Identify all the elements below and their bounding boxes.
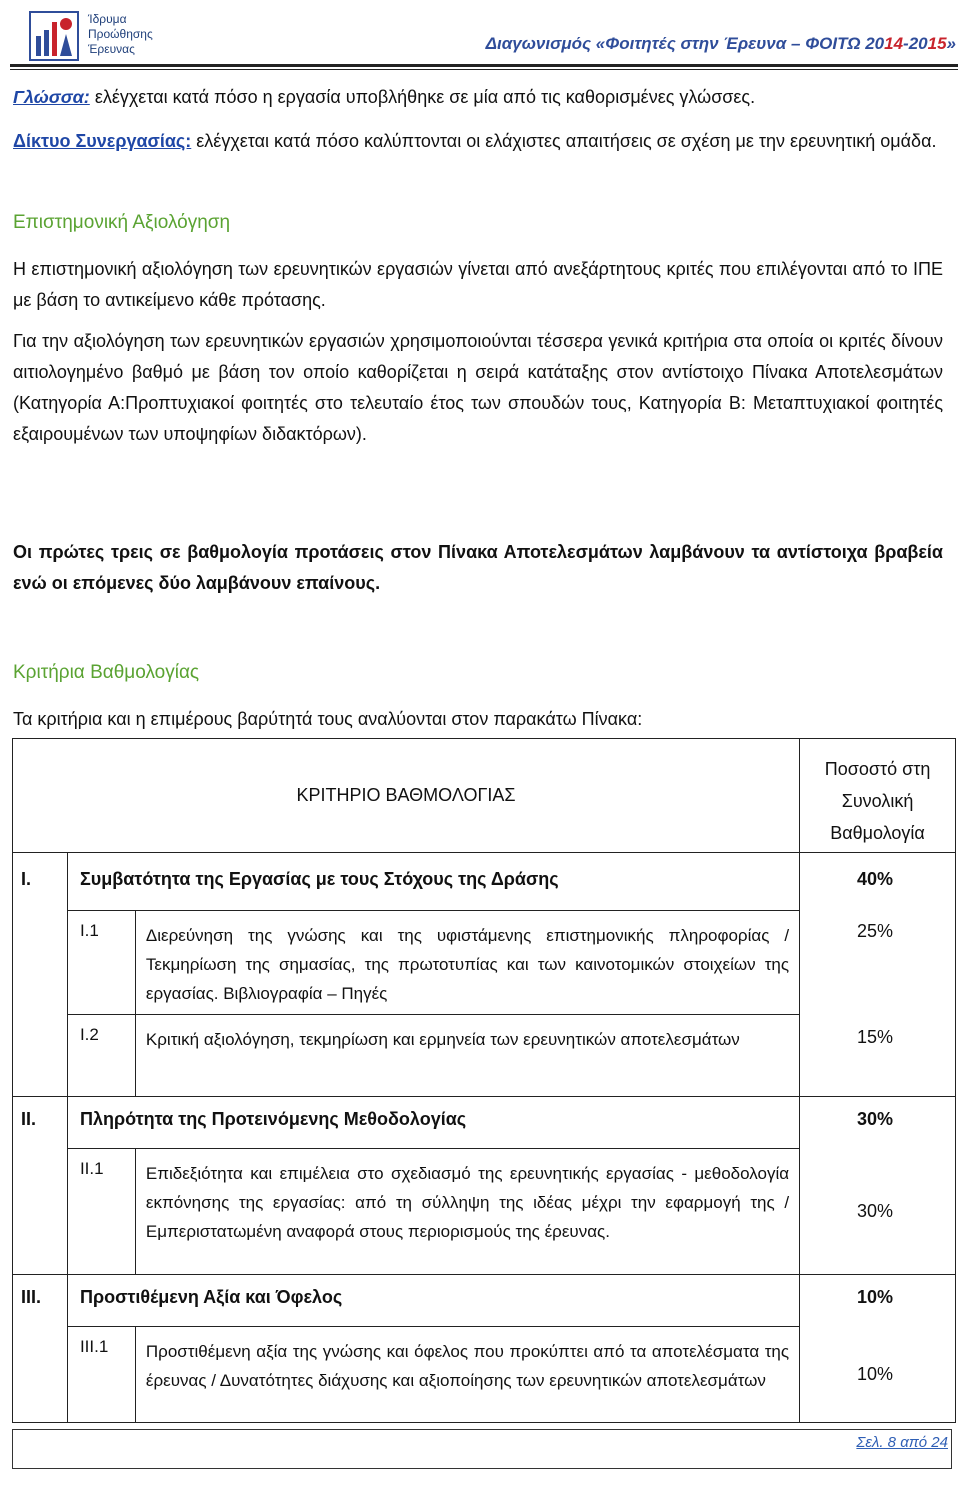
section-title: Προστιθέμενη Αξία και Όφελος [67,1275,799,1327]
network-paragraph [13,126,943,157]
ipe-logo [28,8,178,64]
section-title: Συμβατότητα της Εργασίας με τους Στόχους της Δράσης [67,853,799,911]
footer-box [12,1429,952,1469]
subcriterion-percentage: 30% [800,1149,956,1275]
header-title-prefix: Διαγωνισμός «Φοιτητές στην Έρευνα – ΦΟΙΤΩ 20 [485,34,885,53]
header-title [486,34,956,54]
logo-text [88,12,153,57]
section-roman: II. [13,1097,68,1149]
subcriterion-text: Κριτική αξιολόγηση, τεκμηρίωση και ερμηνεία των ερευνητικών αποτελεσμάτων [135,1015,799,1097]
subcriterion-row [13,911,956,1015]
section-row [13,1275,956,1327]
subcriterion-code: I.2 [67,1015,135,1097]
section-row [13,853,956,911]
section-percentage: 30% [800,1097,956,1149]
subcriterion-percentage: 10% [800,1327,956,1423]
header-title-suffix: » [946,34,956,53]
subcriterion-code: I.1 [67,911,135,1015]
criteria-heading: Κριτήρια Βαθμολογίας [13,662,200,683]
table-header-criterion: ΚΡΙΤΗΡΙΟ ΒΑΘΜΟΛΟΓΙΑΣ [13,739,800,853]
ipe-logo-icon [28,10,80,62]
header-title-year-a: 14 [884,34,904,53]
section-percentage: 10% [800,1275,956,1327]
language-paragraph [13,82,943,113]
page-number: Σελ. 8 από 24 [856,1434,948,1451]
logo-line-3: Έρευνας [88,42,135,56]
criteria-intro: Τα κριτήρια και η επιμέρους βαρύτητά τους αναλύονται στον παρακάτω Πίνακα: [13,709,643,729]
subcriterion-code: II.1 [67,1149,135,1275]
table-header-row [13,739,956,853]
table-header-percentage [800,739,956,853]
language-text: ελέγχεται κατά πόσο η εργασία υποβλήθηκε σε μία από τις καθορισμένες γλώσσες. [89,87,756,107]
subcriterion-row [13,1149,956,1275]
section-title: Πληρότητα της Προτεινόμενης Μεθοδολογίας [67,1097,799,1149]
header-title-mid: -20 [903,34,928,53]
roman-spacer [13,1149,68,1275]
section-roman: I. [13,853,68,911]
scientific-evaluation-paragraph-2: Για την αξιολόγηση των ερευνητικών εργασιών χρησιμοποιούνται τέσσερα γενικά κριτήρια στα οποία οι κριτές δίνουν αιτιολογημένο βαθμό με βάση τον οποίο καθορίζεται η σειρά κατάταξης στον αντίστοιχο Πίνακα Αποτελεσμάτων (Κατηγορία Α:Προπτυχιακοί φοιτητές στο τελευταίο έτος των σπουδών τους, Κατηγορία Β: Μεταπτυχιακοί φοιτητές εξαιρουμένων των υποψηφίων διδακτόρων). [13,331,943,444]
roman-spacer [13,911,68,1015]
section-percentage: 40% [800,853,956,911]
header-title-year-b: 15 [927,34,947,53]
logo-line-1: Ίδρυμα [88,12,127,26]
scientific-evaluation-paragraph-1: Η επιστημονική αξιολόγηση των ερευνητικών εργασιών γίνεται από ανεξάρτητους κριτές που επιλέγονται από το ΙΠΕ με βάση το αντικείμενο κάθε πρότασης. [13,259,943,310]
subcriterion-row [13,1015,956,1097]
subcriterion-code: III.1 [67,1327,135,1423]
header-divider [10,64,958,67]
header-pct-line-3: Βαθμολογία [830,823,925,843]
roman-spacer [13,1327,68,1423]
subcriterion-row [13,1327,956,1423]
awards-paragraph: Οι πρώτες τρεις σε βαθμολογία προτάσεις στον Πίνακα Αποτελεσμάτων λαμβάνουν τα αντίστοιχα βραβεία ενώ οι επόμενες δύο λαμβάνουν επαίνους. [13,542,943,593]
network-label: Δίκτυο Συνεργασίας: [13,131,192,151]
logo-line-2: Προώθησης [88,27,153,41]
header-pct-line-2: Συνολική [841,791,914,811]
subcriterion-percentage: 15% [800,1015,956,1097]
section-roman: III. [13,1275,68,1327]
page-header [10,4,958,64]
header-divider-thin [10,69,958,70]
scientific-evaluation-heading: Επιστημονική Αξιολόγηση [13,212,231,233]
criteria-table [12,738,956,1423]
roman-spacer [13,1015,68,1097]
subcriterion-text: Προστιθέμενη αξία της γνώσης και όφελος που προκύπτει από τα αποτελέσματα της έρευνας / Δυνατότητες διάχυσης και αξιοποίησης των ερευνητικών αποτελεσμάτων [135,1327,799,1423]
section-row [13,1097,956,1149]
subcriterion-text: Επιδεξιότητα και επιμέλεια στο σχεδιασμό της ερευνητικής εργασίας - μεθοδολογία εκπόνησης της εργασίας: από τη σύλληψη της ιδέας μέχρι την εφαρμογή της / Εμπεριστατωμένη αναφορά στους περιορισμούς της έρευνας. [135,1149,799,1275]
subcriterion-text: Διερεύνηση της γνώσης και της υφιστάμενης επιστημονικής πληροφορίας / Τεκμηρίωση της σημασίας, της πρωτοτυπίας και των καινοτομικών στοιχείων της εργασίας. Βιβλιογραφία – Πηγές [135,911,799,1015]
network-text: ελέγχεται κατά πόσο καλύπτονται οι ελάχιστες απαιτήσεις σε σχέση με την ερευνητική ομάδα. [191,131,937,151]
language-label: Γλώσσα: [13,87,90,107]
header-pct-line-1: Ποσοστό στη [824,759,931,779]
subcriterion-percentage: 25% [800,911,956,1015]
